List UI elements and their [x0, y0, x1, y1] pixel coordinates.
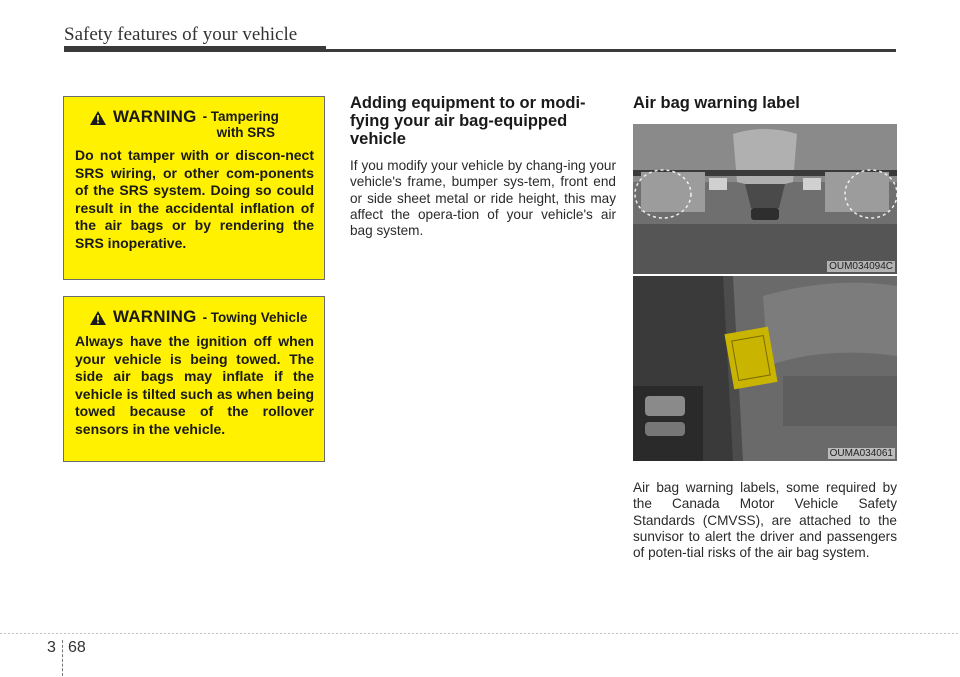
section-body: Air bag warning labels, some required by the Canada Motor Vehicle Safety Standards (CMVSS), are attached to the sunvisor to alert the driver and passengers of poten-tial risks of the air bag system.: [633, 480, 897, 561]
running-header: Safety features of your vehicle: [64, 24, 298, 45]
figure-code: OUM034094C: [829, 261, 893, 272]
page-separator: [62, 640, 64, 676]
section-heading: Adding equipment to or modi-fying your air bag-equipped vehicle: [350, 94, 586, 148]
warning-word: WARNING: [113, 307, 197, 326]
section-heading: Air bag warning label: [633, 94, 800, 112]
footer-rule: [0, 633, 960, 634]
chapter-number: 3: [47, 639, 56, 656]
warning-word: WARNING: [113, 107, 197, 126]
warning-heading: [89, 307, 314, 327]
page-number: 68: [68, 639, 86, 656]
door-illustration: [633, 276, 897, 461]
warning-subtitle-line2: with SRS: [216, 125, 276, 140]
warning-heading: [89, 107, 314, 141]
sunvisor-illustration: [633, 124, 897, 274]
warning-triangle-icon: [89, 110, 107, 126]
figure-code: OUMA034061: [829, 448, 893, 459]
photo-sunvisor-labels: [633, 124, 897, 274]
warning-subtitle: - Tampering: [202, 109, 279, 124]
section-body: If you modify your vehicle by chang-ing your vehicle's frame, bumper sys-tem, front end or side sheet metal or ride height, this may affect the opera-tion of your vehicle's air bag system.: [350, 158, 616, 239]
warning-body: Always have the ignition off when your vehicle is being towed. The side air bags may inflate if the vehicle is tilted such as when being towed because of the rollover sensors in the vehicle.: [75, 333, 314, 437]
warning-box-towing: [63, 296, 325, 462]
section-air-bag-label: [633, 94, 897, 112]
photo-door-label: [633, 276, 897, 461]
section-adding-equipment: [350, 94, 616, 239]
header-rule-accent: [64, 46, 326, 52]
warning-body: Do not tamper with or discon-nect SRS wiring, or other com-ponents of the SRS system. Doing so could result in the accidental inflation of the air bags or by rendering the SRS inoperative.: [75, 147, 314, 251]
warning-subtitle: - Towing Vehicle: [202, 310, 308, 325]
warning-box-tampering: [63, 96, 325, 280]
warning-triangle-icon: [89, 310, 107, 326]
